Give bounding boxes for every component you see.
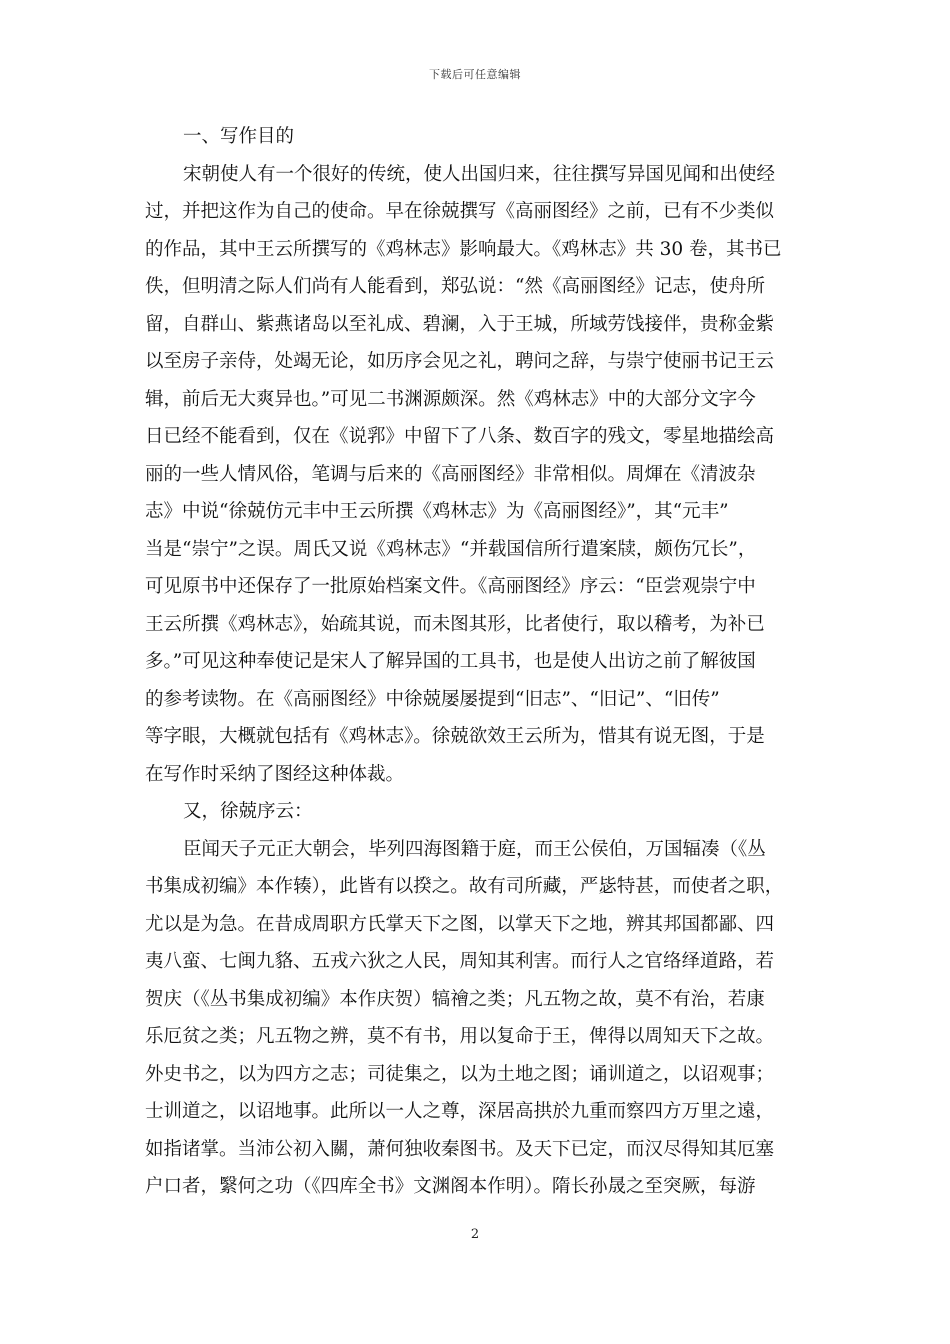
quotation-line: 夷八蛮、七闽九貉、五戎六狄之人民，周知其利害。而行人之官络绎道路，若 bbox=[145, 951, 775, 972]
section-heading: 一、写作目的 bbox=[183, 126, 295, 147]
paragraph-line: 佚，但明清之际人们尚有人能看到，郑弘说：“然《高丽图经》记志，使舟所 bbox=[145, 276, 765, 297]
quotation-line: 户口者，繄何之功（《四库全书》文渊阁本作明）。隋长孙晟之至突厥，每游 bbox=[145, 1176, 756, 1197]
quotation-line: 贺庆（《丛书集成初编》本作庆贺）犒禬之类；凡五物之故，莫不有治，若康 bbox=[145, 988, 765, 1010]
paragraph-line: 又，徐兢序云： bbox=[183, 801, 313, 822]
paragraph-line: 宋朝使人有一个很好的传统，使人出国归来，往往撰写异国见闻和出使经 bbox=[183, 163, 776, 185]
quotation-line: 外史书之，以为四方之志；司徒集之，以为土地之图；诵训道之，以诏观事； bbox=[145, 1063, 775, 1085]
page-number: 2 bbox=[470, 1227, 480, 1242]
paragraph-line: 在写作时采纳了图经这种体裁。 bbox=[145, 763, 405, 785]
quotation-line: 书集成初编》本作辏），此皆有以揆之。故有司所藏，严毖特甚，而使者之职， bbox=[145, 876, 784, 897]
quotation-line: 尤以是为急。在昔成周职方氏掌天下之图，以掌天下之地，辨其邦国都鄙、四 bbox=[145, 913, 775, 935]
paragraph-line: 以至房子亲侍，处竭无论，如历序会见之礼，聘问之辞，与崇宁使丽书记王云 bbox=[145, 351, 775, 372]
paragraph-line: 等字眼，大概就包括有《鸡林志》。徐兢欲效王云所为，惜其有说无图，于是 bbox=[145, 726, 765, 747]
quotation-line: 乐厄贫之类；凡五物之辨，莫不有书，用以复命于王，俾得以周知天下之故。 bbox=[145, 1026, 775, 1047]
paragraph-line: 过，并把这作为自己的使命。早在徐兢撰写《高丽图经》之前，已有不少类似 bbox=[145, 201, 775, 222]
paragraph-line: 的参考读物。在《高丽图经》中徐兢屡屡提到“旧志”、“旧记”、“旧传” bbox=[145, 688, 720, 710]
paragraph-line: 当是“崇宁”之误。周氏又说《鸡林志》“并载国信所行遣案牍，颇伤冗长”， bbox=[145, 538, 757, 560]
paragraph-line: 志》中说“徐兢仿元丰中王云所撰《鸡林志》为《高丽图经》”，其“元丰” bbox=[145, 501, 729, 522]
paragraph-line: 多。”可见这种奉使记是宋人了解异国的工具书，也是使人出访之前了解彼国 bbox=[145, 651, 756, 672]
paragraph-line: 辑，前后无大爽异也。”可见二书渊源颇深。然《鸡林志》中的大部分文字今 bbox=[145, 388, 756, 410]
paragraph-line: 日已经不能看到，仅在《说郛》中留下了八条、数百字的残文，零星地描绘高 bbox=[145, 426, 775, 447]
body-text bbox=[145, 118, 805, 1206]
paragraph-line: 留，自群山、紫燕诸岛以至礼成、碧澜，入于王城，所域劳饯接伴，贵称金紫 bbox=[145, 313, 775, 335]
quotation-line: 臣闻天子元正大朝会，毕列四海图籍于庭，而王公侯伯，万国辐凑（《丛 bbox=[183, 838, 766, 860]
page-header: 下载后可任意编辑 bbox=[429, 68, 521, 81]
paragraph-line: 丽的一些人情风俗，笔调与后来的《高丽图经》非常相似。周煇在《清波杂 bbox=[145, 463, 756, 485]
paragraph-line: 的作品，其中王云所撰写的《鸡林志》影响最大。《鸡林志》共 30 卷，其书已 bbox=[145, 238, 782, 260]
quotation-line: 如指诸掌。当沛公初入關，萧何独收秦图书。及天下已定，而汉尽得知其厄塞 bbox=[145, 1138, 775, 1160]
paragraph-line: 王云所撰《鸡林志》，始疏其说，而未图其形，比者使行，取以稽考，为补已 bbox=[145, 613, 765, 635]
quotation-line: 士训道之，以诏地事。此所以一人之尊，深居高拱於九重而察四方万里之遠， bbox=[145, 1101, 775, 1122]
paragraph-line: 可见原书中还保存了一批原始档案文件。《高丽图经》序云：“臣尝观崇宁中 bbox=[145, 576, 756, 597]
